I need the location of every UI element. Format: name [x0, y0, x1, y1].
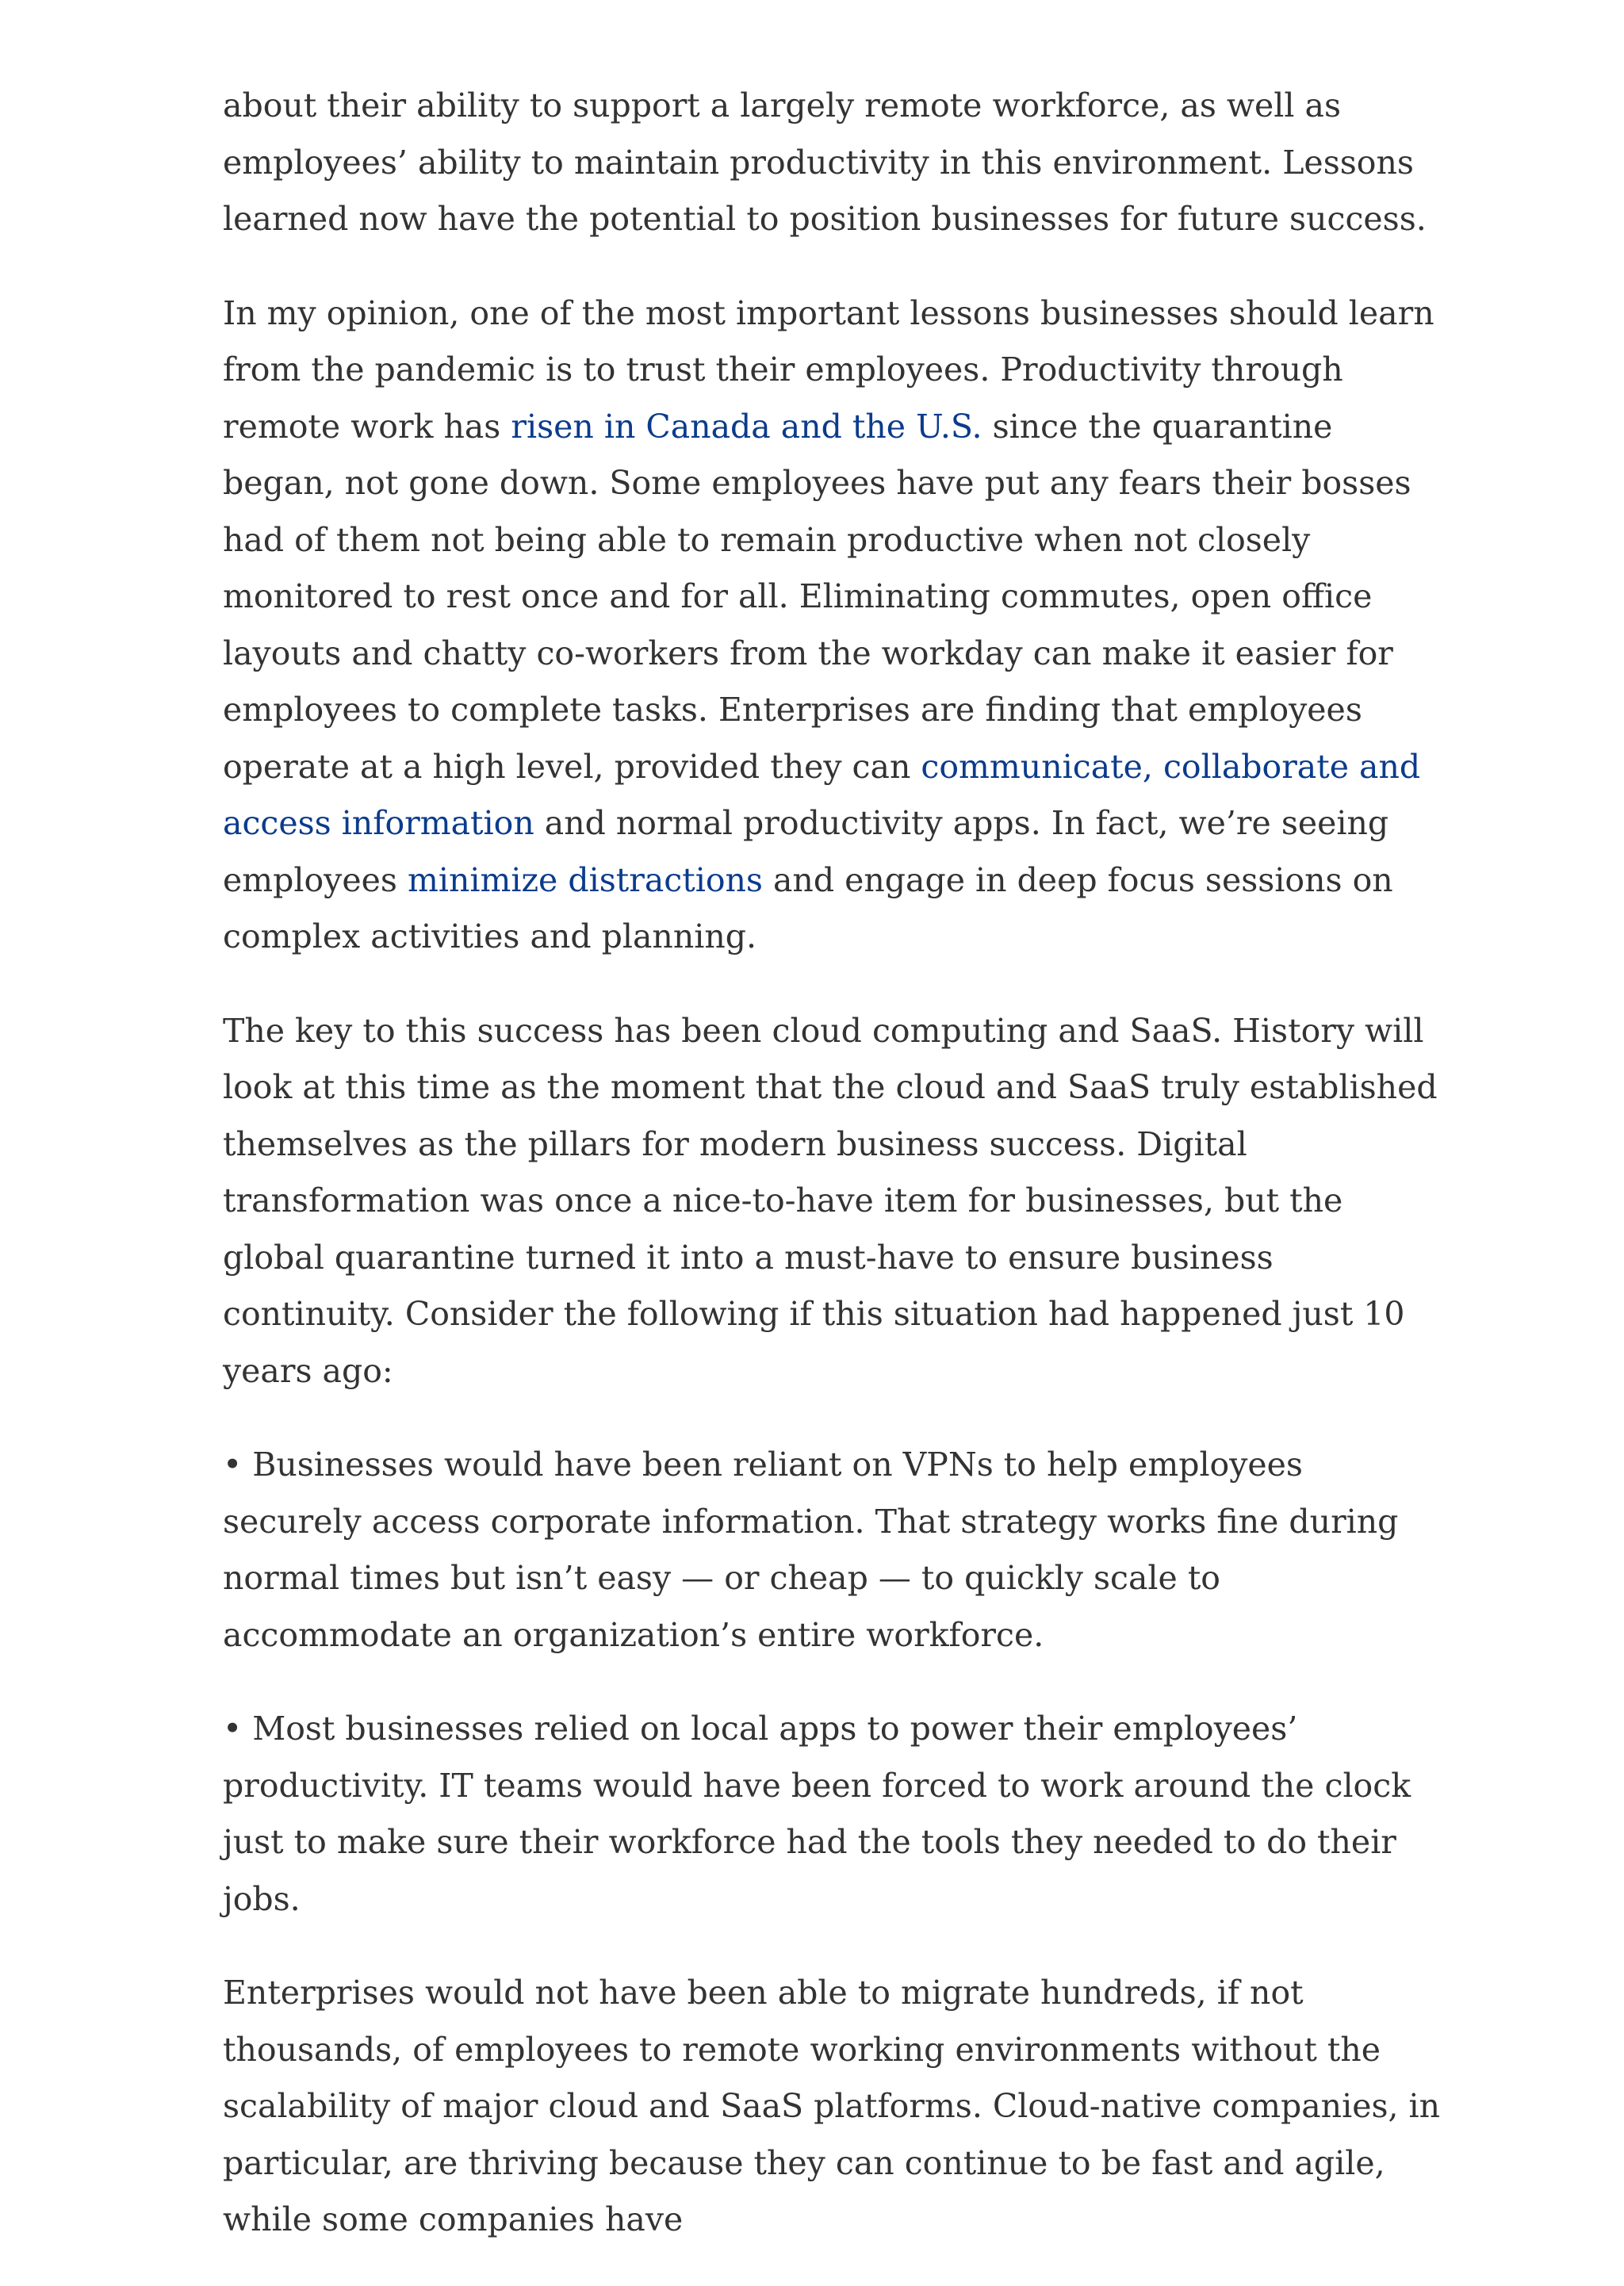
paragraph-remote-workforce: about their ability to support a largely remote workforce, as well as employees’ ability to maintain productivity in this environment. Lessons learned now have the potential to position businesses for future success. — [223, 86, 1427, 238]
paragraph-cloud-saas: The key to this success has been cloud computing and SaaS. History will look at this time as the moment that the cloud and SaaS truly established themselves as the pillars for modern business success. Digital transformation was once a nice-to-have item for businesses, but the global quarantine turned it into a must-have to ensure business continuity. Consider the following if this situation had happened just 10 years ago: — [223, 1011, 1438, 1390]
bullet-vpns: • Businesses would have been reliant on VPNs to help employees securely access corporate information. That strategy works fine during normal times but isn’t easy — or cheap — to quickly scale to accommodate an organization’s entire workforce. — [223, 1446, 1399, 1654]
paragraph-text: In my opinion, one of the most important lessons businesses should learn from the pandemic is to trust their employees. Productivity through remote work has — [223, 293, 1434, 446]
paragraph-text: and normal productivity apps. In fact, we’re seeing employees — [223, 804, 1389, 899]
bullet-local-apps: • Most businesses relied on local apps to power their employees’ productivity. IT teams would have been forced to work around the clock just to make sure their workforce had the tools they needed to do their jobs. — [223, 1710, 1411, 1918]
paragraph-enterprises-migrate: Enterprises would not have been able to migrate hundreds, if not thousands, of employees to remote working environments without the scalability of major cloud and SaaS platforms. Cloud-native companies, in particular, are thriving because they can continue to be fast and agile, while some companies have — [223, 1974, 1441, 2238]
link-communicate-collaborate[interactable]: communicate, collaborate and access information — [223, 747, 1421, 842]
article-body — [223, 78, 1444, 2286]
paragraph-trust-employees — [223, 285, 1444, 966]
link-risen-canada-us[interactable]: risen in Canada and the U.S. — [511, 407, 982, 446]
paragraph-text: and engage in deep focus sessions on complex activities and planning. — [223, 860, 1393, 955]
link-minimize-distractions[interactable]: minimize distractions — [407, 860, 763, 899]
paragraph-text: since the quarantine began, not gone down. Some employees have put any fears their bosses had of them not being able to remain productive when not closely monitored to rest once and for all. Eliminating commutes, open office layouts and chatty co-workers from the workday can make it easier for employees to complete tasks. Enterprises are finding that employees operate at a high level, provided they can — [223, 407, 1411, 786]
